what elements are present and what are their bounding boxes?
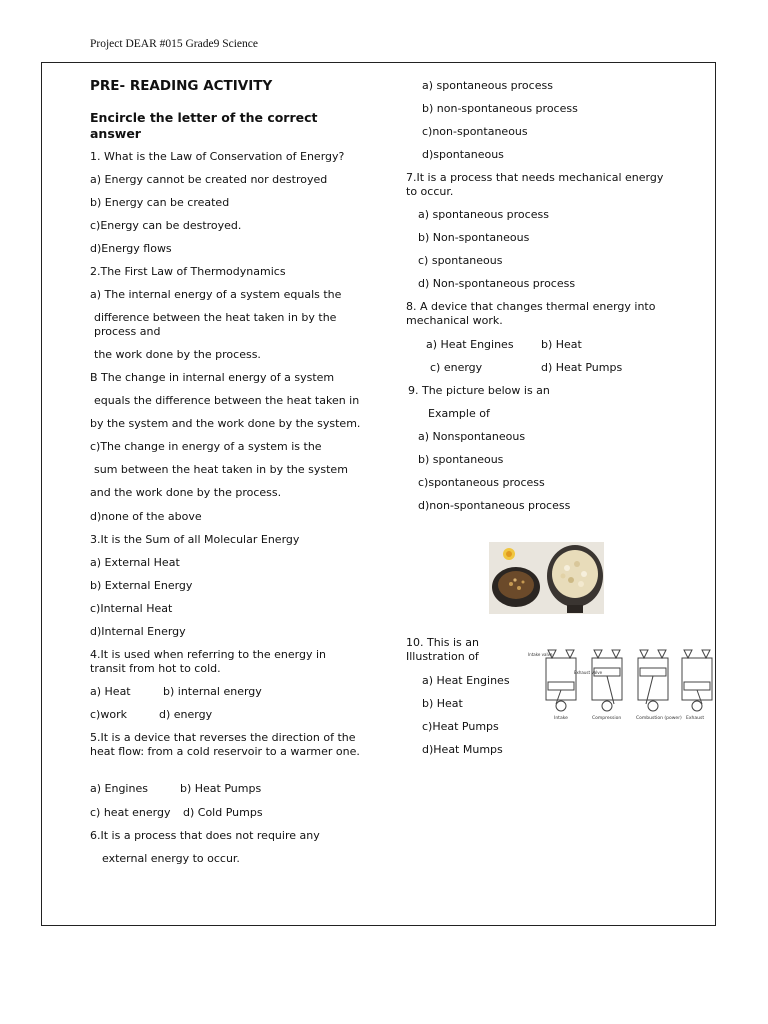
q1-option-d[interactable]: d)Energy flows: [90, 242, 172, 255]
q3-option-c[interactable]: c)Internal Heat: [90, 602, 173, 615]
q5-option-c[interactable]: c) heat energy: [90, 806, 171, 819]
q1-option-c[interactable]: c)Energy can be destroyed.: [90, 219, 242, 232]
q2-option-b-line3[interactable]: by the system and the work done by the system.: [90, 417, 361, 430]
q9-option-b[interactable]: b) spontaneous: [418, 453, 504, 466]
q7-option-c[interactable]: c) spontaneous: [418, 254, 503, 267]
q9-option-d[interactable]: d)non-spontaneous process: [418, 499, 571, 512]
q3-option-d[interactable]: d)Internal Energy: [90, 625, 186, 638]
q2-option-d[interactable]: d)none of the above: [90, 510, 202, 523]
intake-valve-label: Intake valve: [528, 652, 553, 657]
stage-compression: Compression: [592, 716, 622, 721]
q3-question: 3.It is the Sum of all Molecular Energy: [90, 533, 300, 546]
q8-question: 8. A device that changes thermal energy into mechanical work.: [406, 300, 656, 327]
q1-option-b[interactable]: b) Energy can be created: [90, 196, 230, 209]
q2-option-c-line1[interactable]: c)The change in energy of a system is the: [90, 440, 322, 453]
q8-option-c[interactable]: c) energy: [430, 361, 483, 374]
q2-option-a-line1[interactable]: a) The internal energy of a system equals the: [90, 288, 342, 301]
q2-option-c-line3[interactable]: and the work done by the process.: [90, 486, 282, 499]
q5-option-b[interactable]: b) Heat Pumps: [180, 782, 262, 795]
page-header: Project DEAR #015 Grade9 Science: [90, 38, 258, 50]
q4-option-a[interactable]: a) Heat: [90, 685, 131, 698]
exhaust-valve-label: Exhaust valve: [574, 670, 603, 675]
q9-option-c[interactable]: c)spontaneous process: [418, 476, 545, 489]
q6-option-a[interactable]: a) spontaneous process: [422, 79, 553, 92]
q2-option-a-line2[interactable]: difference between the heat taken in by the process and: [94, 311, 337, 338]
popcorn-photo: [489, 542, 604, 614]
q9-question-line1: 9. The picture below is an: [408, 384, 550, 397]
q5-question: 5.It is a device that reverses the direction of the heat flow: from a cold reservoir to a warmer one.: [90, 731, 360, 758]
instruction: Encircle the letter of the correct answer: [90, 110, 318, 141]
q2-option-a-line3[interactable]: the work done by the process.: [94, 348, 261, 361]
q9-option-a[interactable]: a) Nonspontaneous: [418, 430, 526, 443]
q6-option-c[interactable]: c)non-spontaneous: [422, 125, 528, 138]
q6-question-line1: 6.It is a process that does not require any: [90, 829, 320, 842]
q8-option-b[interactable]: b) Heat: [541, 338, 582, 351]
q3-option-a[interactable]: a) External Heat: [90, 556, 180, 569]
stage-combustion: Combustion (power): [636, 716, 682, 721]
q2-option-b-line2[interactable]: equals the difference between the heat taken in: [94, 394, 360, 407]
q4-option-b[interactable]: b) internal energy: [163, 685, 262, 698]
q1-question: 1. What is the Law of Conservation of Energy?: [90, 150, 345, 163]
q1-option-a[interactable]: a) Energy cannot be created nor destroyed: [90, 173, 328, 186]
q8-option-a[interactable]: a) Heat Engines: [426, 338, 514, 351]
stage-exhaust: Exhaust: [686, 716, 705, 721]
q10-option-d[interactable]: d)Heat Mumps: [422, 743, 503, 756]
q6-option-b[interactable]: b) non-spontaneous process: [422, 102, 578, 115]
q10-option-c[interactable]: c)Heat Pumps: [422, 720, 499, 733]
q7-question: 7.It is a process that needs mechanical energy to occur.: [406, 171, 664, 198]
q10-question: 10. This is an Illustration of: [406, 636, 479, 663]
q8-option-d[interactable]: d) Heat Pumps: [541, 361, 623, 374]
q3-option-b[interactable]: b) External Energy: [90, 579, 193, 592]
worksheet-title: PRE- READING ACTIVITY: [90, 78, 273, 94]
stage-intake: Intake: [554, 716, 568, 721]
q10-option-b[interactable]: b) Heat: [422, 697, 463, 710]
q9-question-line2: Example of: [428, 407, 490, 420]
q5-option-a[interactable]: a) Engines: [90, 782, 148, 795]
q6-question-line2: external energy to occur.: [102, 852, 240, 865]
q7-option-a[interactable]: a) spontaneous process: [418, 208, 549, 221]
q5-option-d[interactable]: d) Cold Pumps: [183, 806, 263, 819]
q4-option-c[interactable]: c)work: [90, 708, 127, 721]
q7-option-b[interactable]: b) Non-spontaneous: [418, 231, 530, 244]
q7-option-d[interactable]: d) Non-spontaneous process: [418, 277, 576, 290]
q4-question: 4.It is used when referring to the energy in transit from hot to cold.: [90, 648, 326, 675]
q2-option-c-line2[interactable]: sum between the heat taken in by the system: [94, 463, 348, 476]
q2-question: 2.The First Law of Thermodynamics: [90, 265, 286, 278]
q2-option-b-line1[interactable]: B The change in internal energy of a system: [90, 371, 335, 384]
q4-option-d[interactable]: d) energy: [159, 708, 213, 721]
q6-option-d[interactable]: d)spontaneous: [422, 148, 504, 161]
q10-option-a[interactable]: a) Heat Engines: [422, 674, 510, 687]
engine-diagram: [526, 644, 716, 722]
